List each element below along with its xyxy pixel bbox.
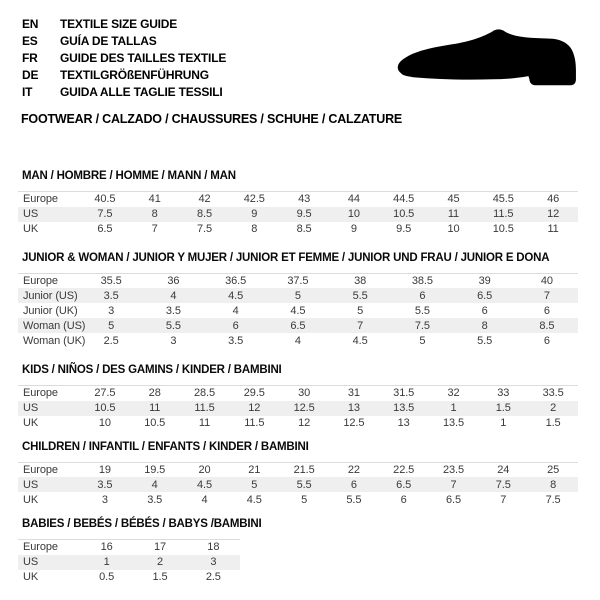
size-cell: 5 [419, 334, 426, 347]
table-row [18, 318, 578, 333]
size-cell: 3.5 [165, 304, 181, 317]
size-cell: 38.5 [411, 274, 433, 287]
size-cell: 11.5 [244, 417, 265, 429]
row-label: Woman (UK) [23, 334, 86, 347]
size-cell: 42.5 [243, 193, 265, 206]
size-cell: 12.5 [343, 417, 365, 429]
table-row [18, 207, 578, 222]
row-label: Europe [23, 387, 58, 400]
size-table [18, 385, 578, 431]
language-code: ES [22, 34, 38, 48]
size-cell: 10 [98, 417, 111, 429]
legend-line-de [22, 67, 226, 84]
size-table [18, 191, 578, 237]
size-table [18, 273, 578, 349]
size-cell: 7 [450, 478, 457, 491]
size-cell: 28 [148, 387, 161, 400]
size-cell: 5 [251, 478, 258, 491]
size-cell: 6 [543, 334, 550, 347]
table-row [18, 222, 578, 237]
size-cell: 7 [500, 493, 507, 506]
guide-title-es: GUÍA DE TALLAS [60, 34, 157, 48]
row-label: Europe [23, 541, 58, 554]
row-label: Europe [23, 463, 58, 476]
size-cell: 10 [347, 208, 360, 220]
section-title: MAN / HOMBRE / HOMME / MANN / MAN [22, 170, 236, 182]
size-cell: 12 [547, 208, 560, 220]
size-cell: 3.5 [97, 478, 113, 491]
size-cell: 0.5 [99, 571, 115, 583]
size-cell: 11 [198, 417, 211, 429]
size-cell: 10.5 [94, 402, 116, 414]
size-cell: 43 [298, 193, 311, 206]
size-cell: 9 [350, 223, 357, 235]
size-cell: 3 [210, 556, 217, 568]
size-cell: 9.5 [296, 208, 312, 220]
size-cell: 20 [198, 463, 211, 476]
table-row [18, 416, 578, 431]
size-cell: 1.5 [545, 417, 561, 429]
size-cell: 3 [170, 334, 177, 347]
size-cell: 4.5 [352, 334, 368, 347]
size-cell: 19.5 [144, 463, 166, 476]
size-cell: 4.5 [228, 289, 244, 302]
size-cell: 5 [301, 493, 308, 506]
size-cell: 2 [156, 556, 163, 568]
size-cell: 7 [543, 289, 550, 302]
size-cell: 5.5 [352, 289, 368, 302]
size-cell: 6.5 [477, 289, 493, 302]
size-cell: 8.5 [539, 319, 555, 332]
size-section-0 [18, 170, 582, 237]
size-cell: 31.5 [393, 387, 415, 400]
row-label: UK [23, 493, 39, 506]
size-cell: 27.5 [94, 387, 116, 400]
size-cell: 3 [108, 304, 115, 317]
size-cell: 5.5 [414, 304, 430, 317]
size-cell: 42 [198, 193, 211, 206]
size-cell: 13.5 [393, 402, 415, 414]
row-label: UK [23, 417, 39, 429]
size-cell: 10.5 [393, 208, 415, 220]
row-label: Europe [23, 274, 58, 287]
size-cell: 5.5 [165, 319, 181, 332]
size-cell: 6 [419, 289, 426, 302]
table-row [18, 192, 578, 207]
size-cell: 3.5 [103, 289, 119, 302]
size-cell: 8 [481, 319, 488, 332]
row-label: UK [23, 571, 39, 583]
size-cell: 3.5 [228, 334, 244, 347]
size-table [18, 539, 240, 585]
size-cell: 5 [357, 304, 364, 317]
size-cell: 4.5 [290, 304, 306, 317]
language-code: FR [22, 51, 38, 65]
size-cell: 5.5 [296, 478, 312, 491]
size-cell: 9 [251, 208, 258, 220]
guide-title-it: GUIDA ALLE TAGLIE TESSILI [60, 85, 223, 99]
size-cell: 44 [347, 193, 360, 206]
size-section-3 [18, 441, 582, 508]
size-cell: 4 [294, 334, 301, 347]
size-cell: 6 [481, 304, 488, 317]
size-cell: 7 [151, 223, 158, 235]
size-cell: 45.5 [492, 193, 514, 206]
table-row [18, 273, 578, 288]
size-cell: 17 [153, 541, 167, 554]
size-cell: 24 [497, 463, 510, 476]
table-row [18, 288, 578, 303]
row-label: US [23, 556, 39, 568]
size-cell: 45 [447, 193, 460, 206]
size-cell: 11 [447, 208, 460, 220]
size-tables [18, 170, 582, 585]
size-section-2 [18, 364, 582, 431]
size-cell: 8.5 [196, 208, 212, 220]
row-label: US [23, 478, 39, 491]
table-row [18, 303, 578, 318]
table-row [18, 462, 578, 477]
size-cell: 28.5 [193, 387, 215, 400]
table-row [18, 333, 578, 348]
size-cell: 4 [201, 493, 208, 506]
size-cell: 40.5 [94, 193, 116, 206]
size-cell: 6.5 [445, 493, 461, 506]
size-cell: 4 [151, 478, 158, 491]
section-title: JUNIOR & WOMAN / JUNIOR Y MUJER / JUNIOR ET FEMME / JUNIOR UND FRAU / JUNIOR E DONA [22, 251, 550, 264]
size-cell: 1 [450, 402, 457, 414]
size-cell: 10 [447, 223, 460, 235]
size-cell: 30 [298, 387, 311, 400]
legend-line-es [22, 33, 226, 50]
section-title: BABIES / BEBÉS / BÉBÉS / BABYS /BAMBINI [22, 518, 262, 530]
size-cell: 16 [100, 541, 113, 554]
size-cell: 11 [547, 223, 559, 235]
size-cell: 23.5 [442, 463, 464, 476]
row-label: US [23, 208, 39, 220]
size-cell: 41 [148, 193, 161, 206]
size-cell: 12.5 [293, 402, 315, 414]
language-legend [22, 16, 226, 101]
size-cell: 7.5 [495, 478, 511, 491]
size-cell: 29.5 [243, 387, 265, 400]
size-cell: 11.5 [493, 208, 514, 220]
size-cell: 5 [108, 319, 115, 332]
size-cell: 7.5 [414, 319, 430, 332]
size-cell: 5.5 [346, 493, 362, 506]
size-cell: 8 [550, 478, 557, 491]
size-section-4 [18, 518, 582, 585]
size-cell: 4 [170, 289, 177, 302]
size-cell: 2.5 [103, 334, 119, 347]
size-cell: 13.5 [442, 417, 464, 429]
size-cell: 22 [347, 463, 360, 476]
table-row [18, 386, 578, 401]
guide-title-de: TEXTILGRÖßENFÜHRUNG [60, 68, 209, 82]
size-cell: 19 [98, 463, 111, 476]
size-cell: 32 [447, 387, 460, 400]
size-cell: 31 [347, 387, 360, 400]
guide-title-en: TEXTILE SIZE GUIDE [60, 17, 178, 31]
size-cell: 38 [354, 274, 367, 287]
size-cell: 40 [540, 274, 553, 287]
size-cell: 7.5 [545, 493, 561, 506]
size-cell: 1 [500, 417, 507, 429]
size-section-1 [18, 252, 582, 349]
row-label: US [23, 402, 39, 414]
size-cell: 1.5 [495, 402, 511, 414]
table-row [18, 570, 240, 585]
size-cell: 13 [347, 402, 360, 414]
size-cell: 35.5 [100, 274, 122, 287]
row-label: Woman (US) [23, 319, 86, 332]
size-cell: 11 [149, 402, 161, 414]
size-cell: 33 [497, 387, 510, 400]
size-cell: 36.5 [225, 274, 247, 287]
size-cell: 4 [232, 304, 239, 317]
size-cell: 10.5 [144, 417, 166, 429]
size-cell: 18 [207, 541, 220, 554]
size-cell: 1.5 [152, 571, 168, 583]
size-cell: 6 [232, 319, 239, 332]
size-cell: 5 [294, 289, 301, 302]
language-code: EN [22, 17, 39, 31]
table-row [18, 401, 578, 416]
size-cell: 9.5 [396, 223, 412, 235]
size-cell: 8 [151, 208, 158, 220]
table-row [18, 492, 578, 507]
size-cell: 6.5 [396, 478, 412, 491]
size-cell: 21 [248, 463, 261, 476]
size-cell: 10.5 [492, 223, 514, 235]
table-row [18, 555, 240, 570]
size-cell: 46 [547, 193, 560, 206]
language-code: IT [22, 85, 33, 99]
size-cell: 4.5 [196, 478, 212, 491]
size-cell: 4.5 [246, 493, 262, 506]
size-cell: 8.5 [296, 223, 312, 235]
section-title: CHILDREN / INFANTIL / ENFANTS / KINDER / BAMBINI [22, 440, 309, 453]
row-label: UK [23, 223, 39, 235]
guide-title-fr: GUIDE DES TAILLES TEXTILE [60, 51, 227, 65]
size-cell: 25 [547, 463, 560, 476]
size-cell: 2.5 [205, 571, 221, 583]
size-cell: 37.5 [287, 274, 309, 287]
size-cell: 7 [357, 319, 364, 332]
size-cell: 12 [298, 417, 311, 429]
table-row [18, 540, 240, 555]
size-cell: 3 [101, 493, 108, 506]
size-cell: 6 [350, 478, 357, 491]
category-line: FOOTWEAR / CALZADO / CHAUSSURES / SCHUHE / CALZATURE [21, 112, 403, 126]
section-title: KIDS / NIÑOS / DES GAMINS / KINDER / BAMBINI [22, 364, 282, 376]
size-table [18, 462, 578, 508]
legend-line-en [22, 16, 226, 33]
size-cell: 2 [550, 402, 557, 414]
size-cell: 3.5 [147, 493, 163, 506]
size-cell: 12 [248, 402, 261, 414]
row-label: Junior (UK) [23, 304, 78, 317]
size-cell: 33.5 [542, 387, 564, 400]
size-cell: 39 [478, 274, 491, 287]
row-label: Junior (US) [23, 289, 78, 302]
size-cell: 6 [543, 304, 550, 317]
size-cell: 22.5 [393, 463, 415, 476]
size-cell: 1 [103, 556, 110, 568]
size-cell: 7.5 [196, 223, 212, 235]
size-cell: 8 [251, 223, 258, 235]
dress-shoe-icon [396, 24, 582, 94]
language-code: DE [22, 68, 39, 82]
size-cell: 44.5 [393, 193, 415, 206]
size-cell: 7.5 [97, 208, 113, 220]
size-cell: 21.5 [293, 463, 315, 476]
row-label: Europe [23, 193, 58, 206]
size-cell: 5.5 [477, 334, 493, 347]
size-cell: 36 [167, 274, 180, 287]
size-cell: 6.5 [290, 319, 306, 332]
legend-line-fr [22, 50, 226, 67]
size-cell: 13 [397, 417, 410, 429]
legend-line-it [22, 84, 226, 101]
size-cell: 6 [400, 493, 407, 506]
size-cell: 6.5 [97, 223, 113, 235]
size-cell: 11.5 [194, 402, 215, 414]
table-row [18, 477, 578, 492]
